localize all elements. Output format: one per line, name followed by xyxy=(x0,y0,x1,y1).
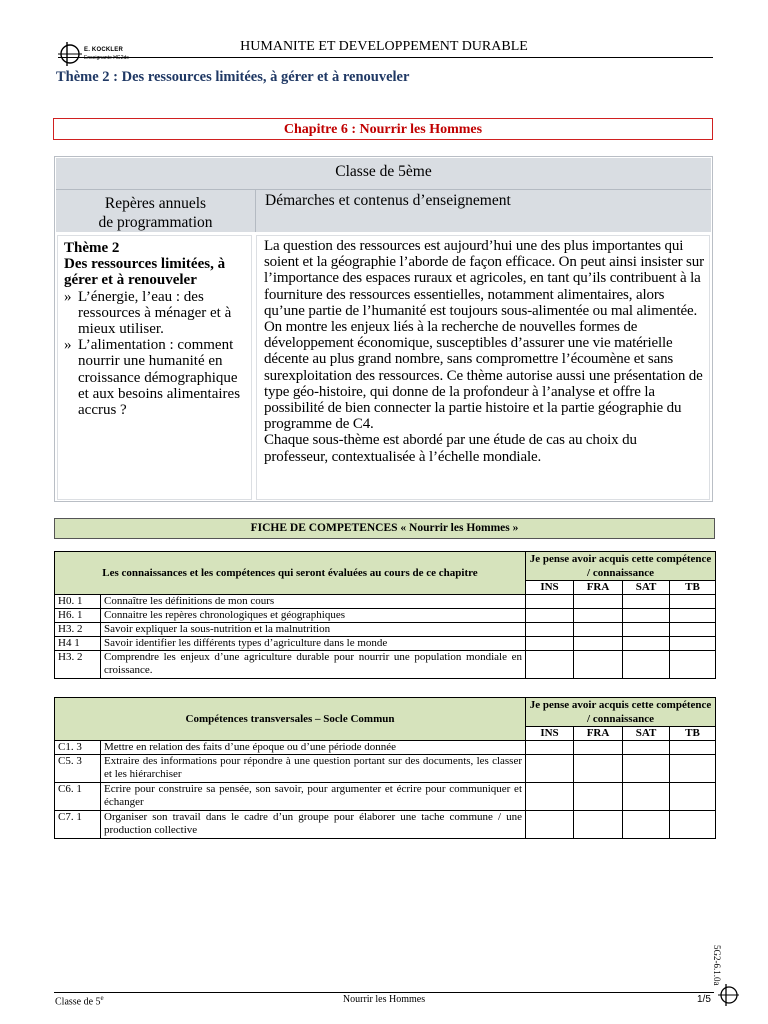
level-cell[interactable] xyxy=(574,755,623,783)
header-rule xyxy=(58,57,713,58)
theme-title: Thème 2 : Des ressources limitées, à gérer et à renouveler xyxy=(56,69,410,85)
transversal-competences-table xyxy=(54,697,716,839)
competences-table xyxy=(54,551,716,679)
level-header: TB xyxy=(670,581,716,595)
competence-code: H3. 2 xyxy=(55,623,101,637)
level-cell[interactable] xyxy=(623,755,670,783)
level-cell[interactable] xyxy=(574,783,623,811)
level-cell[interactable] xyxy=(670,637,716,651)
level-cell[interactable] xyxy=(574,623,623,637)
competence-label: Connaitre les repères chronologiques et géographiques xyxy=(101,609,526,623)
competence-label: Savoir identifier les différents types d’agriculture dans le monde xyxy=(101,637,526,651)
fiche-title: FICHE DE COMPETENCES « Nourrir les Hommes » xyxy=(250,522,519,534)
competence-code: H6. 1 xyxy=(55,609,101,623)
level-cell[interactable] xyxy=(574,609,623,623)
level-cell[interactable] xyxy=(670,811,716,839)
level-cell[interactable] xyxy=(670,609,716,623)
table-row xyxy=(55,741,716,755)
competence-code: C1. 3 xyxy=(55,741,101,755)
programme-header-column-divider xyxy=(255,189,256,232)
level-cell[interactable] xyxy=(670,755,716,783)
programme-header-divider xyxy=(56,189,711,190)
level-cell[interactable] xyxy=(574,595,623,609)
fiche-title-box xyxy=(54,518,715,539)
table-row xyxy=(55,783,716,811)
competence-label: Connaître les définitions de mon cours xyxy=(101,595,526,609)
footer-page-number: 1/5 xyxy=(697,994,711,1005)
level-cell[interactable] xyxy=(574,811,623,839)
programme-bullet xyxy=(64,289,252,338)
programme-bullet-text: L’énergie, l’eau : des ressources à ménager et à mieux utiliser. xyxy=(78,288,232,338)
programme-theme-label: Thème 2 xyxy=(64,240,120,256)
table-row xyxy=(55,651,716,679)
level-cell[interactable] xyxy=(526,637,574,651)
level-cell[interactable] xyxy=(574,637,623,651)
logo-author-name: E. KOCKLER xyxy=(84,47,124,53)
document-code-text: 5G2-6.1.0a xyxy=(712,945,722,986)
level-header: TB xyxy=(670,727,716,741)
programme-description-paragraph: La question des ressources est aujourd’hui une des plus importantes qui soient et la géographie l’aborde de façon efficace. On peut ainsi insister sur l’importance des espaces ruraux et agricoles, en tant qu’ils contribuent à la fourniture des ressources essentielles, notamment alimentaires, alors qu’une partie de l’humanité est toujours sous-alimentée ou mal alimentée. On montre les enjeux liés à la recherche de nouvelles formes de développement économique, susceptibles d’assurer une vie matérielle décente au plus grand nombre, sans compromettre l’écoumène et sans surexploitation des ressources. Ce thème autorise aussi une présentation de type géo-histoire, qui donne de la profondeur à l’analyse et offre la possibilité de bien connecter la partie histoire et la partie géographie du programme de C4. xyxy=(264,238,704,433)
document-code xyxy=(712,945,722,986)
level-cell[interactable] xyxy=(623,783,670,811)
footer-class-text: Classe de 5 xyxy=(55,996,101,1008)
level-cell[interactable] xyxy=(526,651,574,679)
level-cell[interactable] xyxy=(526,783,574,811)
competence-code: H3. 2 xyxy=(55,651,101,679)
programme-bullet xyxy=(64,337,252,418)
table-eval-heading: Je pense avoir acquis cette compétence / connaissance xyxy=(526,698,716,727)
level-cell[interactable] xyxy=(623,741,670,755)
level-header: SAT xyxy=(623,727,670,741)
competence-label: Savoir expliquer la sous-nutrition et la malnutrition xyxy=(101,623,526,637)
table-row xyxy=(55,609,716,623)
footer-logo xyxy=(718,983,740,1012)
competence-code: C6. 1 xyxy=(55,783,101,811)
bullet-mark-icon: » xyxy=(64,337,72,354)
level-cell[interactable] xyxy=(670,623,716,637)
level-cell[interactable] xyxy=(670,651,716,679)
competence-label: Extraire des informations pour répondre à une question portant sur des documents, les classer et les hiérarchiser xyxy=(101,755,526,783)
level-cell[interactable] xyxy=(670,783,716,811)
competence-code: C5. 3 xyxy=(55,755,101,783)
level-cell[interactable] xyxy=(526,811,574,839)
footer-title: Nourrir les Hommes xyxy=(342,994,426,1005)
programme-col2-heading: Démarches et contenus d’enseignement xyxy=(265,192,511,209)
chapter-title-box xyxy=(53,118,713,140)
level-cell[interactable] xyxy=(623,637,670,651)
programme-description xyxy=(264,238,704,465)
level-cell[interactable] xyxy=(670,595,716,609)
programme-theme-title: Des ressources limitées, à gérer et à renouveler xyxy=(64,256,226,289)
level-cell[interactable] xyxy=(623,623,670,637)
footer-class-sup: e xyxy=(100,994,104,1002)
chapter-title: Chapitre 6 : Nourrir les Hommes xyxy=(283,122,483,137)
programme-theme-block xyxy=(64,240,252,418)
level-header: INS xyxy=(526,727,574,741)
logo-mark-icon xyxy=(718,983,740,1007)
level-cell[interactable] xyxy=(526,609,574,623)
table-row xyxy=(55,623,716,637)
programme-description-paragraph: Chaque sous-thème est abordé par une étude de cas au choix du professeur, contextualisée à l’échelle mondiale. xyxy=(264,432,637,465)
level-cell[interactable] xyxy=(623,651,670,679)
level-header: SAT xyxy=(623,581,670,595)
programme-class-label: Classe de 5ème xyxy=(335,163,432,180)
level-cell[interactable] xyxy=(526,741,574,755)
table-heading: Compétences transversales – Socle Commun xyxy=(55,698,526,741)
table-row xyxy=(55,637,716,651)
programme-col1-heading xyxy=(56,194,255,232)
programme-col1-heading-line1: Repères annuels xyxy=(104,195,207,212)
level-header: INS xyxy=(526,581,574,595)
level-cell[interactable] xyxy=(623,811,670,839)
programme-col1-heading-line2: de programmation xyxy=(98,214,213,231)
level-header: FRA xyxy=(574,727,623,741)
footer-rule xyxy=(54,992,714,993)
level-cell[interactable] xyxy=(574,651,623,679)
level-cell[interactable] xyxy=(526,595,574,609)
competence-label: Organiser son travail dans le cadre d’un groupe pour élaborer une tache commune / une production collective xyxy=(101,811,526,839)
level-cell[interactable] xyxy=(574,741,623,755)
competence-label: Ecrire pour construire sa pensée, son savoir, pour argumenter et écrire pour communiquer et échanger xyxy=(101,783,526,811)
competence-code: H0. 1 xyxy=(55,595,101,609)
table-row xyxy=(55,595,716,609)
competence-code: C7. 1 xyxy=(55,811,101,839)
competence-code: H4 1 xyxy=(55,637,101,651)
table-heading: Les connaissances et les compétences qui seront évaluées au cours de ce chapitre xyxy=(55,552,526,595)
bullet-mark-icon: » xyxy=(64,288,72,305)
level-cell[interactable] xyxy=(623,609,670,623)
programme-bullet-text: L’alimentation : comment nourrir une humanité en croissance démographique et aux besoins alimentaires accrus ? xyxy=(78,337,241,419)
table-row xyxy=(55,811,716,839)
logo-author-subtitle: Enseignante HG2dc xyxy=(84,55,129,61)
level-header: FRA xyxy=(574,581,623,595)
table-row xyxy=(55,755,716,783)
level-cell[interactable] xyxy=(623,595,670,609)
level-cell[interactable] xyxy=(526,755,574,783)
table-eval-heading: Je pense avoir acquis cette compétence / connaissance xyxy=(526,552,716,581)
competence-label: Mettre en relation des faits d’une époque ou d’une période donnée xyxy=(101,741,526,755)
level-cell[interactable] xyxy=(670,741,716,755)
document-title: HUMANITE ET DEVELOPPEMENT DURABLE xyxy=(240,39,528,54)
level-cell[interactable] xyxy=(526,623,574,637)
competence-label: Comprendre les enjeux d’une agriculture durable pour nourrir une population mondiale en croissance. xyxy=(101,651,526,679)
